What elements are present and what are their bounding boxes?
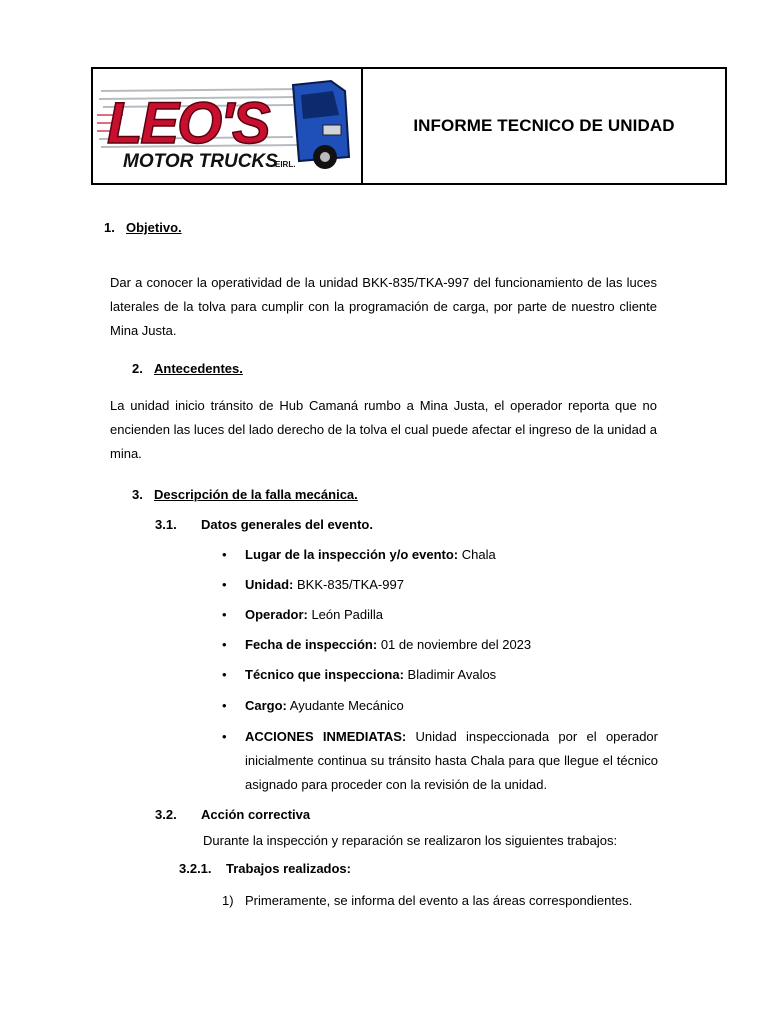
bullet-icon: • — [222, 637, 227, 652]
section-2-number: 2. — [132, 361, 143, 376]
logo-suffix-text: EIRL. — [275, 160, 296, 169]
subsection-3-2-intro: Durante la inspección y reparación se realizaron los siguientes trabajos: — [203, 833, 618, 848]
bullet-icon: • — [222, 729, 227, 744]
list-item: Operador: León Padilla — [245, 607, 384, 622]
title-cell — [363, 69, 725, 183]
list-item: Fecha de inspección: 01 de noviembre del 2023 — [245, 637, 532, 652]
bullet-icon: • — [222, 667, 227, 682]
work-item-number: 1) — [222, 893, 234, 908]
subsection-3-2-number: 3.2. — [155, 807, 177, 822]
section-1-number: 1. — [104, 220, 115, 235]
list-item: Unidad: BKK-835/TKA-997 — [245, 577, 404, 592]
list-item: Cargo: Ayudante Mecánico — [245, 698, 404, 713]
subsection-3-2-1-number: 3.2.1. — [179, 861, 212, 876]
bullet-icon: • — [222, 698, 227, 713]
logo-brand-text: LEO'S — [107, 91, 269, 156]
document-title: INFORME TECNICO DE UNIDAD — [413, 116, 675, 135]
work-item-text: Primeramente, se informa del evento a las áreas correspondientes. — [245, 893, 633, 908]
company-logo — [93, 69, 363, 183]
subsection-3-2-1-title: Trabajos realizados: — [226, 861, 351, 876]
subsection-3-1-number: 3.1. — [155, 517, 177, 532]
subsection-3-2-title: Acción correctiva — [201, 807, 311, 822]
section-3-title: Descripción de la falla mecánica. — [154, 487, 358, 502]
bullet-icon: • — [222, 607, 227, 622]
bullet-icon: • — [222, 547, 227, 562]
section-2-title: Antecedentes. — [154, 361, 243, 376]
list-item: Lugar de la inspección y/o evento: Chala — [245, 547, 496, 562]
truck-logo-icon — [93, 69, 361, 183]
section-1-text: Dar a conocer la operatividad de la unidad BKK-835/TKA-997 del funcionamiento de las luces laterales de la tolva para cumplir con la programación de carga, por parte de nuestro cliente Mina Justa. — [110, 275, 657, 338]
list-item: Técnico que inspecciona: Bladimir Avalos — [245, 667, 497, 682]
section-1-title: Objetivo. — [126, 220, 182, 235]
section-2-text: La unidad inicio tránsito de Hub Camaná rumbo a Mina Justa, el operador reporta que no encienden las luces del lado derecho de la tolva el cual puede afectar el ingreso de la unidad a mina. — [110, 398, 657, 461]
list-item: ACCIONES INMEDIATAS: Unidad inspeccionada por el operador inicialmente continua su tránsito hasta Chala para que llegue el técnico asignado para proceder con la revisión de la unidad. — [245, 729, 658, 792]
report-header — [91, 67, 727, 185]
subsection-3-1-title: Datos generales del evento. — [201, 517, 373, 532]
section-3-number: 3. — [132, 487, 143, 502]
bullet-icon: • — [222, 577, 227, 592]
logo-sub-text: MOTOR TRUCKS — [123, 151, 278, 172]
